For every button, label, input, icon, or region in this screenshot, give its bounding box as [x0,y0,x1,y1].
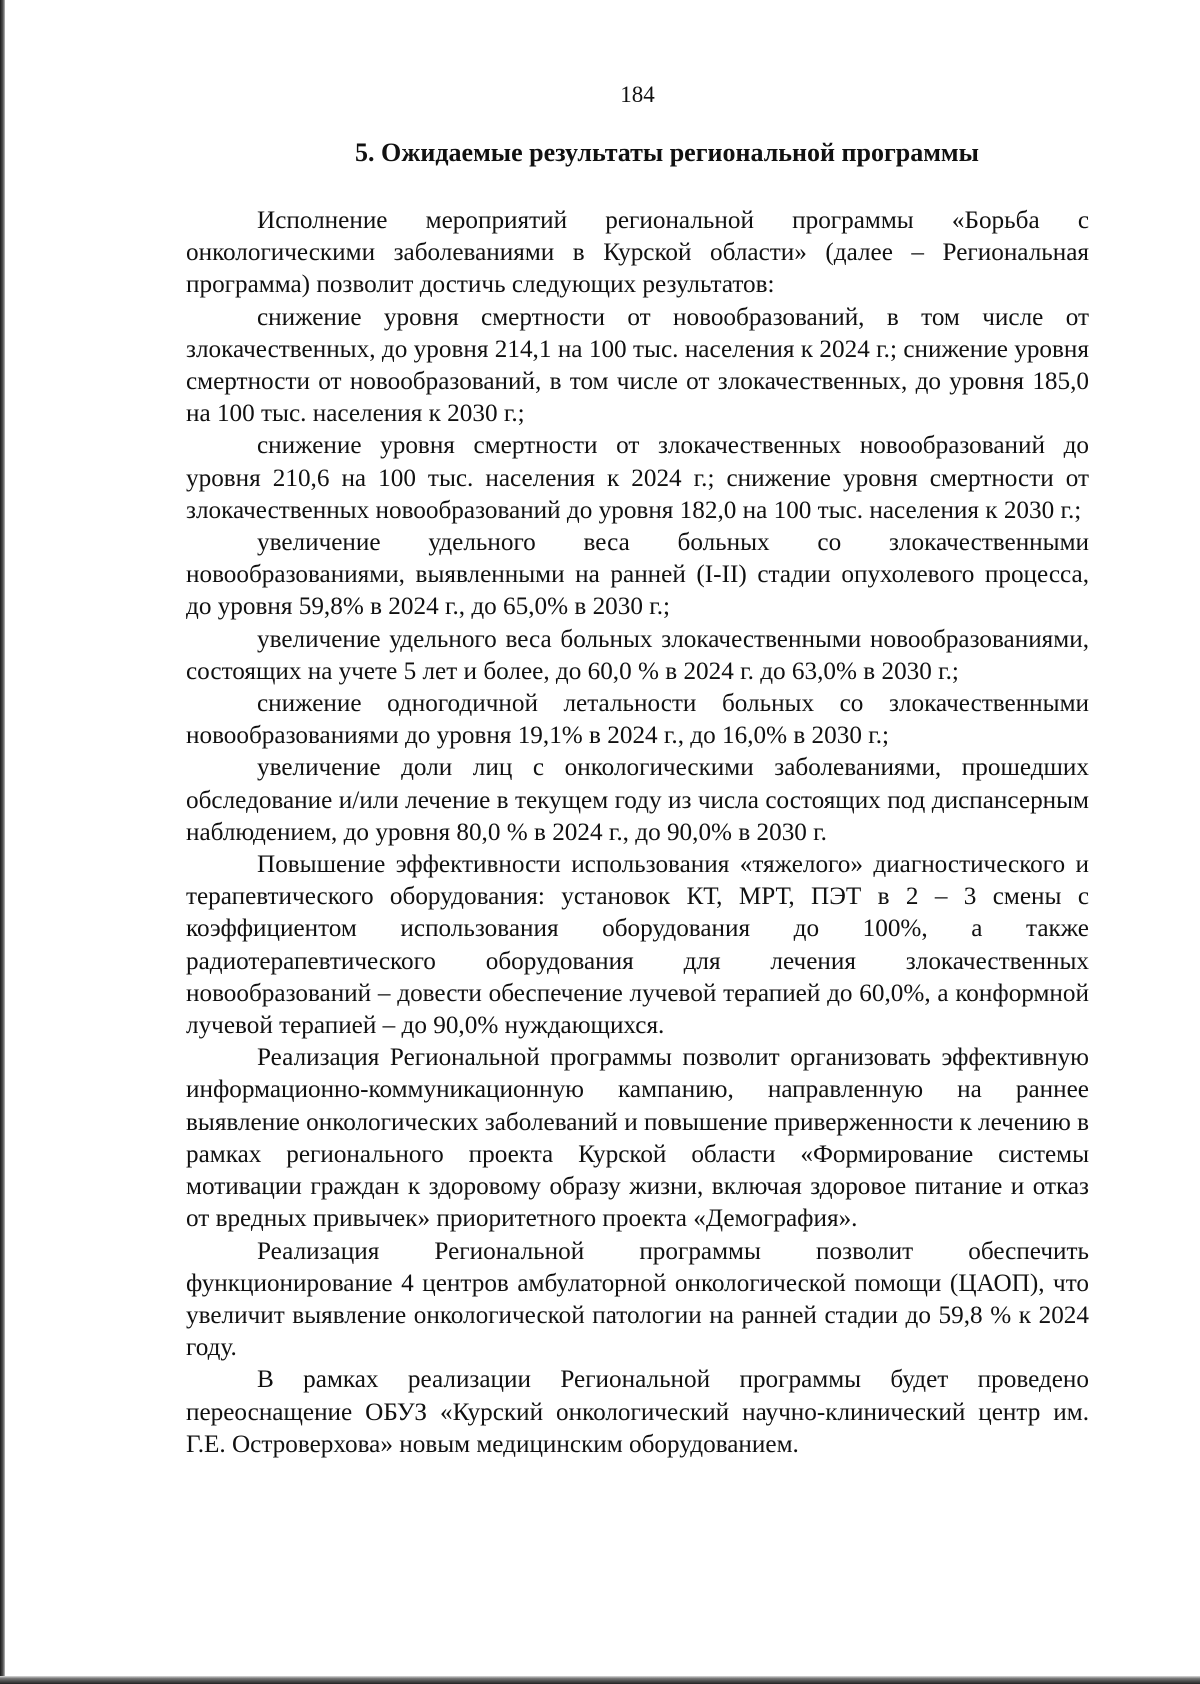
paragraph-intro: Исполнение мероприятий региональной программы «Борьба с онкологическими заболеваниями в Курской области» (далее – Региональная программа) позволит достичь следующих результатов: [186,207,1089,299]
paragraph-information-campaign: Реализация Региональной программы позволит организовать эффективную информационно-коммуникационную кампанию, направленную на раннее выявление онкологических заболеваний и повышение приверженности к лечению в рамках регионального проекта Курской области «Формирование системы мотивации граждан к здоровому образу жизни, включая здоровое питание и отказ от вредных привычек» приоритетного проекта «Демография». [186,1044,1089,1233]
paragraph-reequipment: В рамках реализации Региональной программы будет проведено переоснащение ОБУЗ «Курский онкологический научно-клинический центр им. Г.Е. Островерхова» новым медицинским оборудованием. [186,1366,1089,1458]
scan-edge-left [0,0,5,1684]
paragraph-dispensary-observation: увеличение доли лиц с онкологическими заболеваниями, прошедших обследование и/или лечение в текущем году из числа состоящих под диспансерным наблюдением, до уровня 80,0 % в 2024 г., до 90,0% в 2030 г. [186,754,1089,846]
paragraph-mortality-neoplasms: снижение уровня смертности от новообразований, в том числе от злокачественных, до уровня 214,1 на 100 тыс. населения к 2024 г.; снижение уровня смертности от новообразований, в том числе от злокачественных, до уровня 185,0 на 100 тыс. населения к 2030 г.; [186,303,1089,428]
page-number: 184 [620,82,655,107]
body-text [186,205,1089,1461]
scan-edge-bottom [0,1676,1200,1684]
paragraph-one-year-lethality: снижение одногодичной летальности больных со злокачественными новообразованиями до уровня 19,1% в 2024 г., до 16,0% в 2030 г.; [186,690,1089,750]
paragraph-early-detection: увеличение удельного веса больных со злокачественными новообразованиями, выявленными на ранней (I-II) стадии опухолевого процесса, до уровня 59,8% в 2024 г., до 65,0% в 2030 г.; [186,529,1089,621]
paragraph-equipment-efficiency: Повышение эффективности использования «тяжелого» диагностического и терапевтического оборудования: установок КТ, МРТ, ПЭТ в 2 – 3 смены с коэффициентом использования оборудования до 100%, а также радиотерапевтического оборудования для лечения злокачественных новообразований – довести обеспечение лучевой терапией до 60,0%, а конформной лучевой терапией – до 90,0% нуждающихся. [186,851,1089,1040]
paragraph-outpatient-centers: Реализация Региональной программы позволит обеспечить функционирование 4 центров амбулаторной онкологической помощи (ЦАОП), что увеличит выявление онкологической патологии на ранней стадии до 59,8 % к 2024 году. [186,1237,1089,1362]
section-heading: 5. Ожидаемые результаты региональной программы [355,138,979,167]
paragraph-mortality-malignant: снижение уровня смертности от злокачественных новообразований до уровня 210,6 на 100 тыс. населения к 2024 г.; снижение уровня смертности от злокачественных новообразований до уровня 182,0 на 100 тыс. населения к 2030 г.; [186,432,1089,524]
paragraph-five-year-survival: увеличение удельного веса больных злокачественными новообразованиями, состоящих на учете 5 лет и более, до 60,0 % в 2024 г. до 63,0% в 2030 г.; [186,625,1089,685]
